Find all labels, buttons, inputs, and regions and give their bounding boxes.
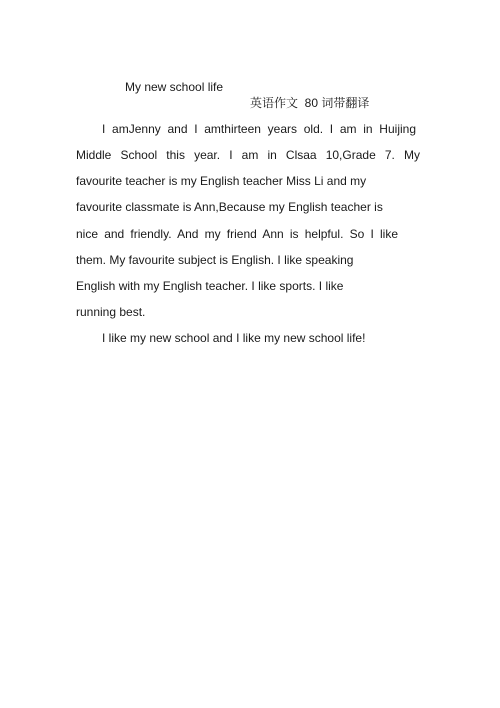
paragraph-line: favourite teacher is my English teacher Miss Li and my: [76, 174, 367, 188]
paragraph-line: nice and friendly. And my friend Ann is helpful. So I like: [76, 227, 398, 241]
paragraph-line: Middle School this year. I am in Clsaa 10,Grade 7. My: [76, 148, 420, 162]
paragraph-line: I amJenny and I amthirteen years old. I am in Huijing: [102, 122, 416, 136]
title-chinese: 英语作文 80 词带翻译: [250, 96, 370, 110]
closing-line: I like my new school and I like my new school life!: [102, 331, 366, 345]
title-english: My new school life: [125, 80, 224, 94]
document-title: [0, 66, 500, 122]
paragraph-line: them. My favourite subject is English. I like speaking: [76, 253, 354, 267]
paragraph-line: running best.: [76, 305, 146, 319]
paragraph-line: English with my English teacher. I like sports. I like: [76, 279, 344, 293]
paragraph-line: favourite classmate is Ann,Because my English teacher is: [76, 200, 383, 214]
